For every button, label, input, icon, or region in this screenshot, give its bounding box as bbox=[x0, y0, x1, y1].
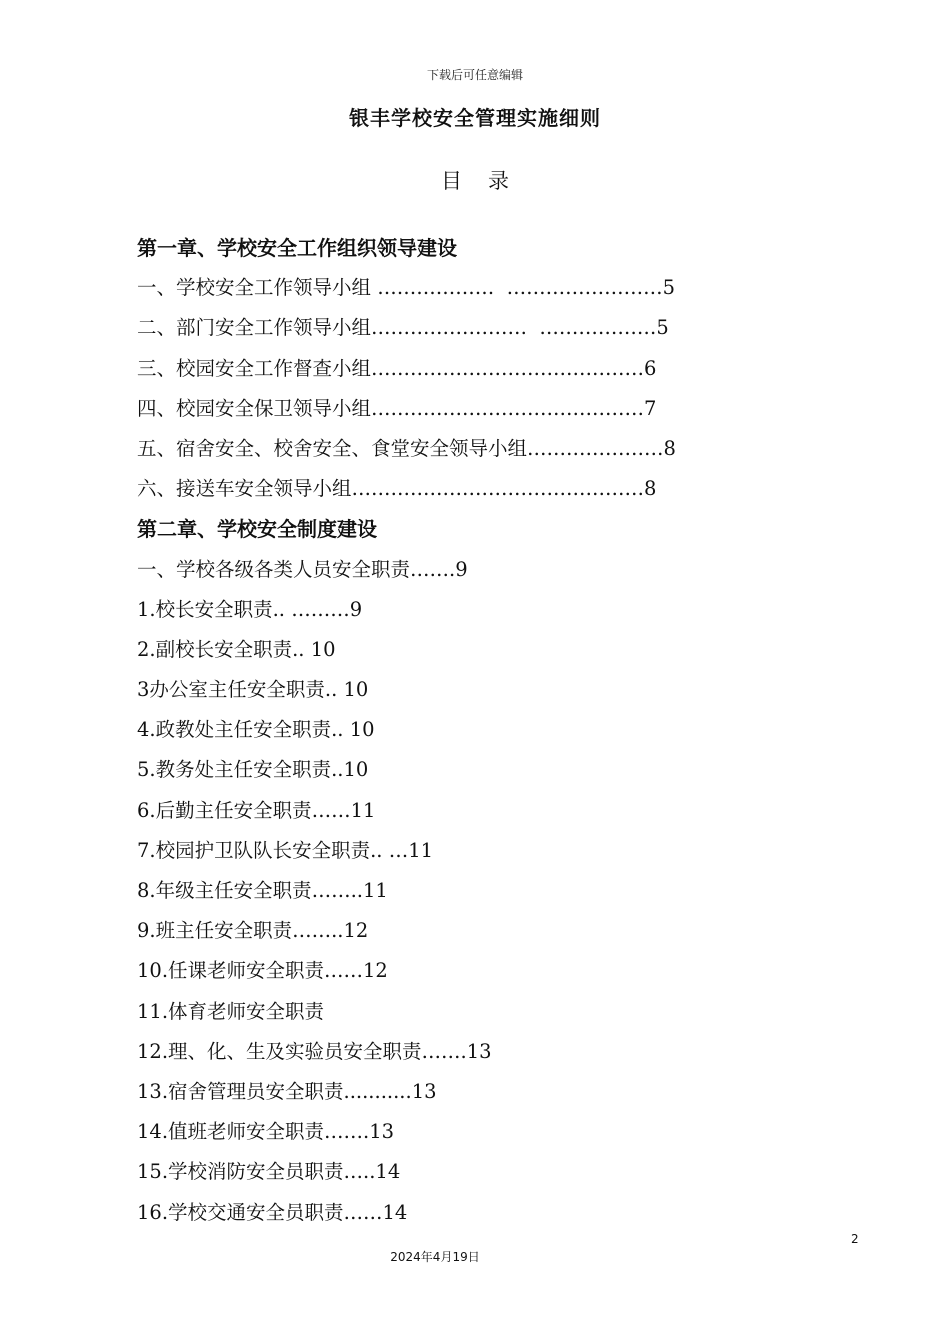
toc-entry: 2.副校长安全职责.. 10 bbox=[137, 637, 336, 661]
toc-entry: 15.学校消防安全员职责…..14 bbox=[137, 1160, 401, 1184]
document-title: 银丰学校安全管理实施细则 bbox=[349, 106, 601, 130]
toc-entry: 三、校园安全工作督查小组……………………………………6 bbox=[137, 356, 657, 380]
toc-entry: 四、校园安全保卫领导小组……………………………………7 bbox=[137, 396, 657, 420]
toc-entry: 一、学校安全工作领导小组 ……………… ……………………5 bbox=[137, 276, 676, 300]
toc-chapter-heading: 第二章、学校安全制度建设 bbox=[137, 517, 377, 542]
toc-entry: 4.政教处主任安全职责.. 10 bbox=[137, 718, 375, 742]
page-number: 2 bbox=[851, 1232, 859, 1246]
toc-entry: 14.值班老师安全职责…….13 bbox=[137, 1120, 395, 1144]
toc-entry: 8.年级主任安全职责……..11 bbox=[137, 879, 388, 902]
toc-entry: 一、学校各级各类人员安全职责…….9 bbox=[137, 557, 468, 581]
toc-entry: 六、接送车安全领导小组………………………………………8 bbox=[137, 477, 657, 501]
toc-entry: 二、部门安全工作领导小组…………………… ………………5 bbox=[137, 316, 669, 340]
toc-entry: 5.教务处主任安全职责..10 bbox=[137, 758, 369, 782]
table-of-contents bbox=[137, 228, 817, 1233]
toc-entry: 11.体育老师安全职责 bbox=[137, 999, 325, 1023]
toc-entry: 10.任课老师安全职责……12 bbox=[137, 959, 388, 983]
footer-date: 2024年4月19日 bbox=[390, 1250, 480, 1264]
toc-entry: 五、宿舍安全、校舍安全、食堂安全领导小组…………………8 bbox=[137, 436, 676, 460]
toc-entry: 1.校长安全职责.. ………9 bbox=[137, 597, 363, 621]
toc-chapter-heading: 第一章、学校安全工作组织领导建设 bbox=[137, 236, 457, 260]
toc-entry: 16.学校交通安全员职责……14 bbox=[137, 1200, 408, 1224]
toc-entry: 3办公室主任安全职责.. 10 bbox=[137, 678, 369, 702]
header-note: 下载后可任意编辑 bbox=[426, 68, 523, 82]
toc-heading: 目录 bbox=[441, 169, 535, 193]
toc-entry: 9.班主任安全职责……..12 bbox=[137, 919, 369, 943]
toc-entry: 7.校园护卫队队长安全职责.. …11 bbox=[137, 838, 434, 862]
toc-entry: 13.宿舍管理员安全职责...........13 bbox=[137, 1079, 437, 1103]
toc-entry: 6.后勤主任安全职责……11 bbox=[137, 798, 376, 822]
toc-entry: 12.理、化、生及实验员安全职责…….13 bbox=[137, 1039, 492, 1063]
